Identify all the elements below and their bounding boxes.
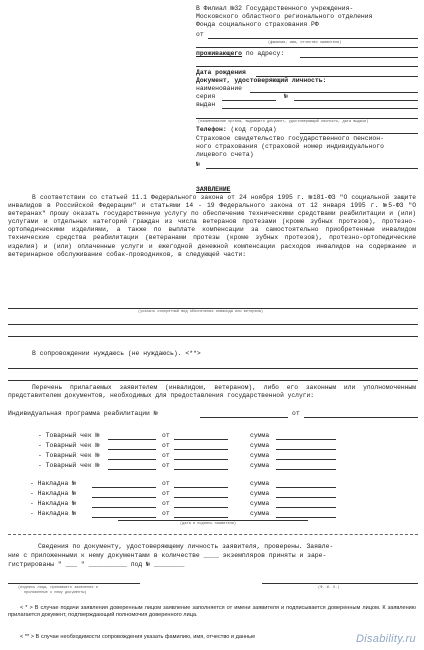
verify-line-2: ние с приложенными к нему документами в количестве ____ экземпляров приняты и заре-: [8, 552, 327, 559]
ipr-label: Индивидуальная программа реабилитации №: [8, 410, 158, 417]
addressee-line-2: Московского областного регионального отделения: [196, 13, 373, 20]
receipt-date-field[interactable]: [174, 439, 228, 440]
invoice-date-field[interactable]: [174, 517, 228, 518]
documents-paragraph: Перечень прилагаемых заявителем (инвалидом, ветераном), либо его законным или уполномоченным представителем документов, необходимых для предоставления государственной услуги:: [8, 384, 416, 400]
doc-name-label: наименование: [196, 85, 243, 92]
receiver-fio-hint: (Ф. И. О.): [318, 586, 340, 590]
main-paragraph: В соответствии со статьей 11.1 Федерального закона от 24 ноября 1995 г. №181-ФЗ "О социальной защите инвалидов в Российской Федерации" и статьями 14 - 19 Федерального закона от 12 января 1995 г. №5-ФЗ "О ветеранах" прошу оказать государственную услугу по обеспечению техническими средствами реабилитации и (или) услугами и отдельных категорий граждан из числа ветеранов протезами (кроме зубных протезов), протезно-ортопедическими изделиями, а также по выплате компенсации за самостоятельно приобретенные инвалидом технические средства реабилитации (ветеранами протезы (кроме зубных протезов), протезно-ортопедические изделия) и (или) оплаченные услуги и ежегодной денежной компенсации расходов инвалидов на содержание и ветеринарное обслуживание собак-проводников, в следующей части:: [8, 194, 416, 258]
receipt-sum-field[interactable]: [276, 459, 336, 460]
receipt-sum-label: сумма: [250, 462, 270, 469]
receipt-from-label: от: [162, 432, 170, 439]
receipt-date-field[interactable]: [174, 459, 228, 460]
ipr-number-field[interactable]: [200, 417, 288, 418]
invoice-row-label: - Накладна №: [30, 500, 77, 507]
receipt-row-label: - Товарный чек №: [38, 452, 100, 459]
document-title: ЗАЯВЛЕНИЕ: [196, 186, 231, 193]
receipt-sum-field[interactable]: [276, 439, 336, 440]
receipt-date-field[interactable]: [174, 449, 228, 450]
receipt-row-label: - Товарный чек №: [38, 442, 100, 449]
address-field-2[interactable]: [196, 66, 418, 67]
invoice-date-field[interactable]: [174, 497, 228, 498]
escort-field-2[interactable]: [8, 380, 418, 381]
from-label: от: [196, 31, 204, 38]
invoice-number-field[interactable]: [92, 507, 156, 508]
invoice-sum-label: сумма: [250, 480, 270, 487]
addressee-line-1: В Филиал №32 Государственного учреждения-: [196, 5, 354, 12]
escort-text: В сопровождении нуждаюсь (не нуждаюсь). <**>: [32, 350, 201, 357]
invoice-sum-field[interactable]: [276, 507, 336, 508]
invoice-date-field[interactable]: [174, 507, 228, 508]
need-field-1[interactable]: [8, 308, 418, 309]
doc-name-field[interactable]: [250, 92, 418, 93]
signature-hint: (дата и подпись заявителя): [180, 522, 237, 526]
invoice-row-label: - Накладна №: [30, 480, 77, 487]
receipt-row-label: - Товарный чек №: [38, 432, 100, 439]
invoice-number-field[interactable]: [92, 487, 156, 488]
receiver-signature-hint-2: приложенные к нему документы): [24, 591, 87, 595]
issued-label: выдан: [196, 101, 216, 108]
address-label-bold: проживающего: [196, 50, 243, 57]
need-field-2[interactable]: [8, 324, 418, 325]
receipt-from-label: от: [162, 452, 170, 459]
invoice-sum-label: сумма: [250, 510, 270, 517]
receiver-fio-field[interactable]: [262, 583, 418, 584]
issued-field[interactable]: [222, 108, 418, 109]
invoice-date-field[interactable]: [174, 487, 228, 488]
receipt-from-label: от: [162, 442, 170, 449]
invoice-number-field[interactable]: [92, 517, 156, 518]
insurance-line-2: ного страхования (страховой номер индивидуального: [196, 143, 384, 150]
invoice-from-label: от: [162, 480, 170, 487]
receipt-number-field[interactable]: [108, 469, 156, 470]
invoice-from-label: от: [162, 490, 170, 497]
phone-label-tail: (код города): [230, 126, 277, 133]
address-field-1[interactable]: [300, 57, 418, 58]
number-field[interactable]: [294, 100, 418, 101]
ipr-from-label: от: [292, 410, 300, 417]
addressee-line-3: Фонда социального страхования РФ: [196, 21, 319, 28]
number-label: №: [284, 93, 288, 100]
invoice-row-label: - Накладна №: [30, 510, 77, 517]
verify-line-3: гистрированы " ___ " __________ под № ________: [8, 561, 185, 568]
insurance-number-label: №: [196, 161, 200, 168]
escort-field-1[interactable]: [8, 368, 418, 369]
footnote-2: < ** > В случае необходимости сопровождения указать фамилию, имя, отчество и данные: [20, 634, 256, 640]
applicant-name-field-2[interactable]: [196, 47, 418, 48]
receipt-sum-label: сумма: [250, 432, 270, 439]
phone-label-bold: Телефон:: [196, 126, 227, 133]
receipt-sum-field[interactable]: [276, 449, 336, 450]
birth-date-label: Дата рождения: [196, 69, 246, 76]
series-field[interactable]: [222, 100, 276, 101]
invoice-sum-field[interactable]: [276, 517, 336, 518]
address-label-tail: по адресу:: [245, 50, 285, 57]
invoice-number-field[interactable]: [92, 497, 156, 498]
receipt-sum-label: сумма: [250, 452, 270, 459]
issued-field-2[interactable]: [196, 118, 418, 119]
applicant-name-field[interactable]: [208, 38, 418, 39]
receipt-number-field[interactable]: [108, 449, 156, 450]
verify-line-1: Сведения по документу, удостоверяющему личность заявителя, проверены. Заявле-: [38, 543, 334, 550]
ipr-date-field[interactable]: [304, 417, 418, 418]
fio-hint: (фамилия, имя, отчество заявителя): [268, 41, 342, 45]
id-doc-label: Документ, удостоверяющий личность:: [196, 77, 327, 84]
need-field-3[interactable]: [8, 336, 418, 337]
invoice-sum-field[interactable]: [276, 487, 336, 488]
applicant-signature-field[interactable]: [118, 520, 308, 521]
series-label: серия: [196, 93, 216, 100]
invoice-from-label: от: [162, 500, 170, 507]
insurance-line-1: Страховое свидетельство государственного пенсион-: [196, 135, 384, 142]
receipt-date-field[interactable]: [174, 469, 228, 470]
insurance-line-3: лицевого счета): [196, 151, 254, 158]
receipt-row-label: - Товарный чек №: [38, 462, 100, 469]
insurance-number-field[interactable]: [206, 168, 418, 169]
phone-label: [196, 126, 277, 134]
invoice-from-label: от: [162, 510, 170, 517]
issued-hint: (наименование органа, выдавшего документ, удостоверяющий личность, дата выдачи): [198, 120, 369, 124]
section-divider: [8, 534, 418, 535]
receipt-number-field[interactable]: [108, 439, 156, 440]
invoice-row-label: - Накладна №: [30, 490, 77, 497]
address-label: [196, 50, 284, 58]
invoice-sum-label: сумма: [250, 490, 270, 497]
site-watermark: Disability.ru: [356, 633, 416, 645]
receiver-signature-hint-1: (подпись лица, принявшего заявление и: [18, 586, 98, 590]
invoice-sum-label: сумма: [250, 500, 270, 507]
receipt-number-field[interactable]: [108, 459, 156, 460]
receipt-from-label: от: [162, 462, 170, 469]
invoice-sum-field[interactable]: [276, 497, 336, 498]
receipt-sum-field[interactable]: [276, 469, 336, 470]
receipt-sum-label: сумма: [250, 442, 270, 449]
receiver-signature-field[interactable]: [8, 583, 140, 584]
need-hint: (указать конкретный вид обеспечения инвалида или ветерана): [138, 310, 264, 314]
phone-field[interactable]: [300, 133, 418, 134]
footnote-1: < * > В случае подачи заявления доверенным лицом заявление заполняется от имени заявителя и подписывается доверенным лицом. К заявлению прилагается документ, подтверждающий полномочия доверенного лица.: [8, 605, 416, 619]
